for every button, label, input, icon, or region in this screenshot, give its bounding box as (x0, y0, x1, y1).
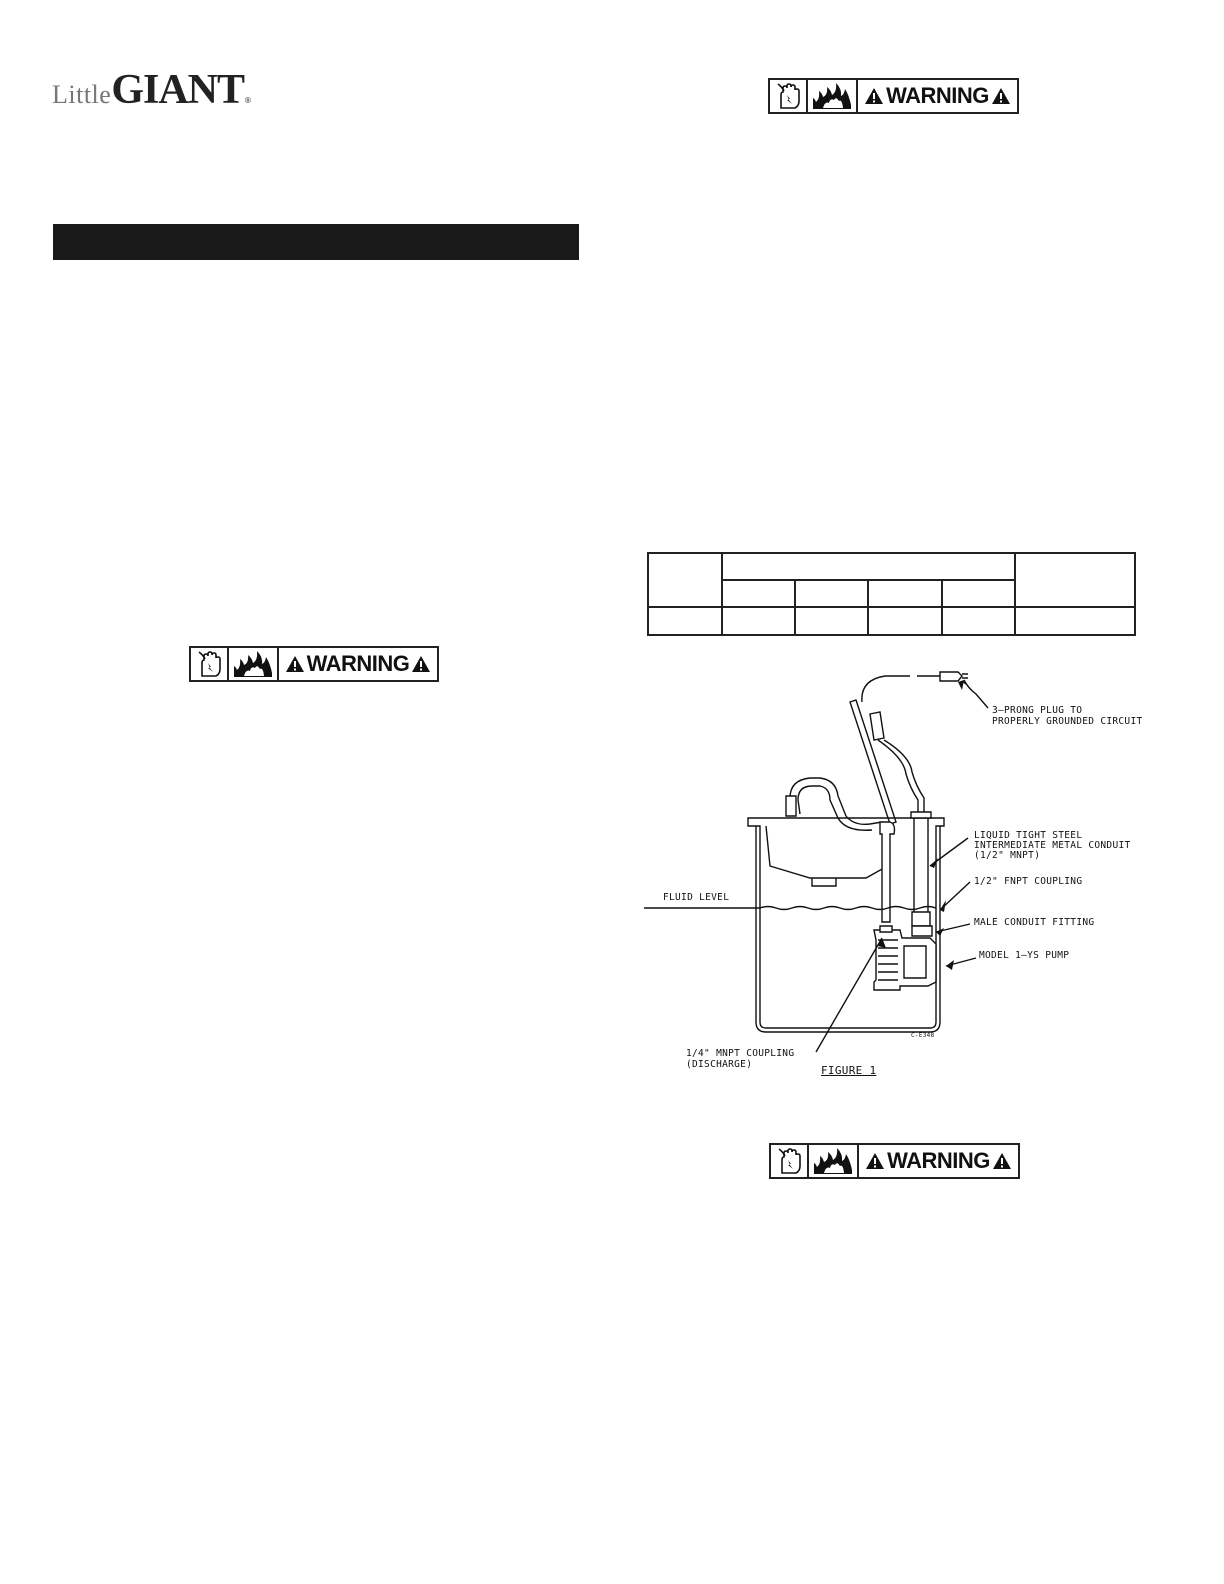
callout-fluid-level: FLUID LEVEL (663, 892, 730, 903)
table-cell (648, 553, 722, 607)
table-cell (795, 607, 868, 635)
reservoir-tray (766, 826, 884, 878)
section-header-bar (53, 224, 579, 260)
table-cell (722, 607, 795, 635)
table-cell (722, 580, 795, 607)
warning-banner (279, 648, 437, 680)
warning-label-left (189, 646, 439, 682)
power-cord (862, 676, 910, 702)
alert-triangle-icon (864, 87, 884, 105)
table-header-row (648, 553, 1135, 580)
callout-pump-model: MODEL 1–YS PUMP (979, 950, 1070, 961)
callout-conduit-line3: (1/2" MNPT) (974, 850, 1041, 861)
fire-hazard-icon (808, 80, 858, 112)
fire-hazard-icon (809, 1145, 859, 1177)
alert-triangle-icon (285, 655, 305, 673)
table-cell (722, 553, 1015, 580)
table-cell (942, 580, 1015, 607)
callout-conduit: LIQUID TIGHT STEEL (974, 830, 1083, 841)
registered-mark: ® (245, 96, 251, 105)
callout-plug: 3–PRONG PLUG TO (992, 705, 1083, 716)
warning-label-bottom (769, 1143, 1020, 1179)
electrical-hazard-icon (191, 648, 229, 680)
callout-mnpt-discharge: (DISCHARGE) (686, 1059, 753, 1070)
callout-conduit-fitting: MALE CONDUIT FITTING (974, 917, 1095, 928)
warning-banner (858, 80, 1017, 112)
alert-triangle-icon (865, 1152, 885, 1170)
logo-little-text: Little (52, 80, 112, 109)
warning-label-top (768, 78, 1019, 114)
callout-plug-line2: PROPERLY GROUNDED CIRCUIT (992, 716, 1143, 727)
table-cell (868, 607, 942, 635)
table-cell (1015, 607, 1135, 635)
table-cell (795, 580, 868, 607)
table-cell (942, 607, 1015, 635)
specification-table (647, 552, 1136, 636)
fluid-level-line (644, 907, 936, 910)
callout-fnpt-coupling: 1/2" FNPT COUPLING (974, 876, 1083, 887)
warning-text: WARNING (886, 83, 989, 108)
brand-logo (52, 66, 251, 113)
plug-icon (940, 672, 962, 681)
callout-mnpt-coupling: 1/4" MNPT COUPLING (686, 1048, 795, 1059)
table-cell (868, 580, 942, 607)
drawing-number: C-E348 (911, 1032, 935, 1039)
table-cell (648, 607, 722, 635)
warning-banner (859, 1145, 1018, 1177)
fire-hazard-icon (229, 648, 279, 680)
figure-caption: FIGURE 1 (821, 1064, 877, 1077)
callout-conduit-line2: INTERMEDIATE METAL CONDUIT (974, 840, 1131, 851)
warning-text: WARNING (887, 1148, 990, 1173)
alert-triangle-icon (992, 1152, 1012, 1170)
alert-triangle-icon (411, 655, 431, 673)
table-row (648, 607, 1135, 635)
electrical-hazard-icon (771, 1145, 809, 1177)
table-cell (1015, 553, 1135, 607)
electrical-hazard-icon (770, 80, 808, 112)
alert-triangle-icon (991, 87, 1011, 105)
logo-giant-text: GIANT (111, 67, 245, 113)
warning-text: WARNING (306, 651, 410, 676)
